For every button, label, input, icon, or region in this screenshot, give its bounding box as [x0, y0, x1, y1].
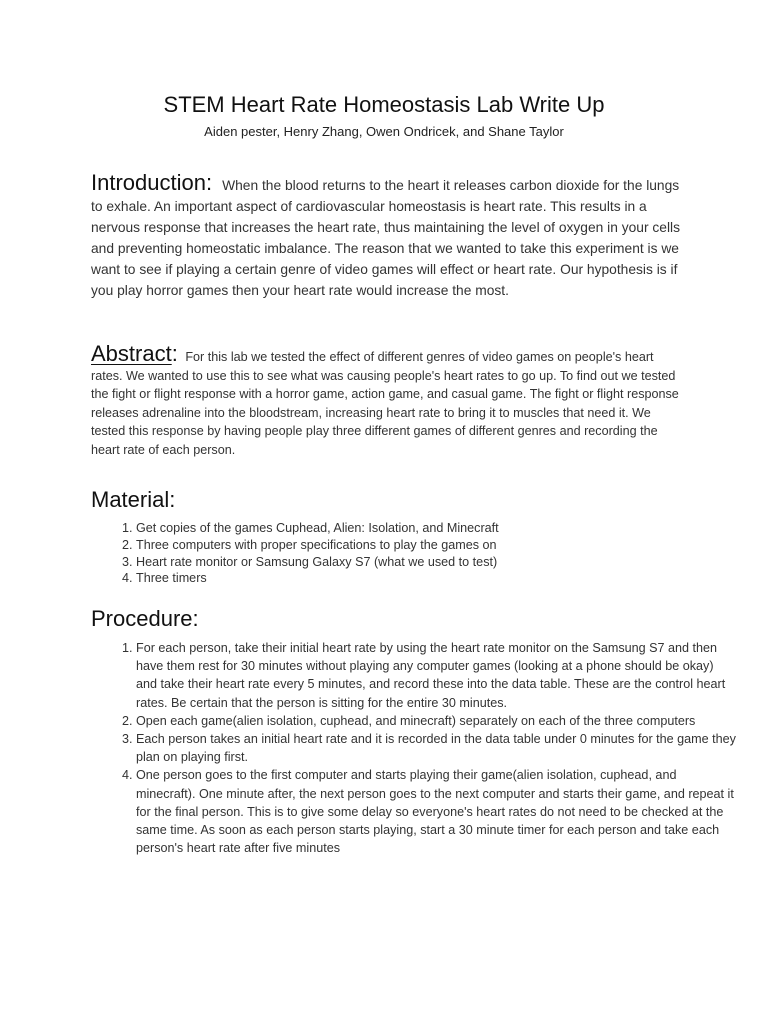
document-title: STEM Heart Rate Homeostasis Lab Write Up	[163, 92, 605, 117]
authors-line: Aiden pester, Henry Zhang, Owen Ondricek, and Shane Taylor	[204, 124, 564, 139]
material-item: 1. Get copies of the games Cuphead, Alien: Isolation, and Minecraft	[136, 520, 726, 537]
procedure-list	[91, 639, 736, 857]
material-item: 4. Three timers	[136, 570, 726, 587]
abstract-heading-colon: :	[171, 341, 178, 366]
procedure-step: 2. Open each game(alien isolation, cuphead, and minecraft) separately on each of the three computers	[136, 712, 736, 730]
procedure-heading: Procedure:	[91, 606, 199, 631]
introduction-section	[91, 172, 681, 301]
introduction-body: When the blood returns to the heart it releases carbon dioxide for the lungs to exhale. An important aspect of cardiovascular homeostasis is heart rate. This results in a nervous response that increases the heart rate, thus maintaining the level of oxygen in your cells and preventing homeostatic imbalance. The reason that we wanted to take this experiment is we want to see if playing a certain genre of video games will effect or heart rate. Our hypothesis is if you play horror games then your heart rate would increase the most.	[91, 178, 681, 298]
abstract-body: For this lab we tested the effect of different genres of video games on people's heart rates. We wanted to use this to see what was causing people's heart rates to go up. To find out we tested the fight or flight response with a horror game, action game, and casual game. The fight or flight response releases adrenaline into the bloodstream, increasing heart rate to bring it to muscles that need it. We tested this response by having people play three different games of different genres and recording the heart rate of each person.	[91, 350, 679, 457]
introduction-heading: Introduction:	[91, 170, 213, 195]
material-item: 2. Three computers with proper specifications to play the games on	[136, 537, 726, 554]
abstract-heading: Abstract	[91, 341, 172, 366]
procedure-step: 4. One person goes to the first computer and starts playing their game(alien isolation, cuphead, and minecraft). One minute after, the next person goes to the next computer and starts their game, and repeat it for the final person. This is to give some delay so everyone's heart rates do not need to be checked at the same time. As soon as each person starts playing, start a 30 minute timer for each person and take each person's heart rate after five minutes	[136, 766, 736, 857]
procedure-step: 1. For each person, take their initial heart rate by using the heart rate monitor on the Samsung S7 and then have them rest for 30 minutes without playing any computer games (looking at a phone should be okay) and take their heart rate every 5 minutes, and record these into the data table. These are the control heart rates. Be certain that the person is sitting for the entire 30 minutes.	[136, 639, 736, 712]
material-list	[91, 520, 726, 587]
material-item: 3. Heart rate monitor or Samsung Galaxy S7 (what we used to test)	[136, 554, 726, 571]
abstract-section	[91, 341, 681, 459]
procedure-step: 3. Each person takes an initial heart rate and it is recorded in the data table under 0 minutes for the game they plan on playing first.	[136, 730, 736, 766]
material-heading: Material:	[91, 487, 176, 512]
